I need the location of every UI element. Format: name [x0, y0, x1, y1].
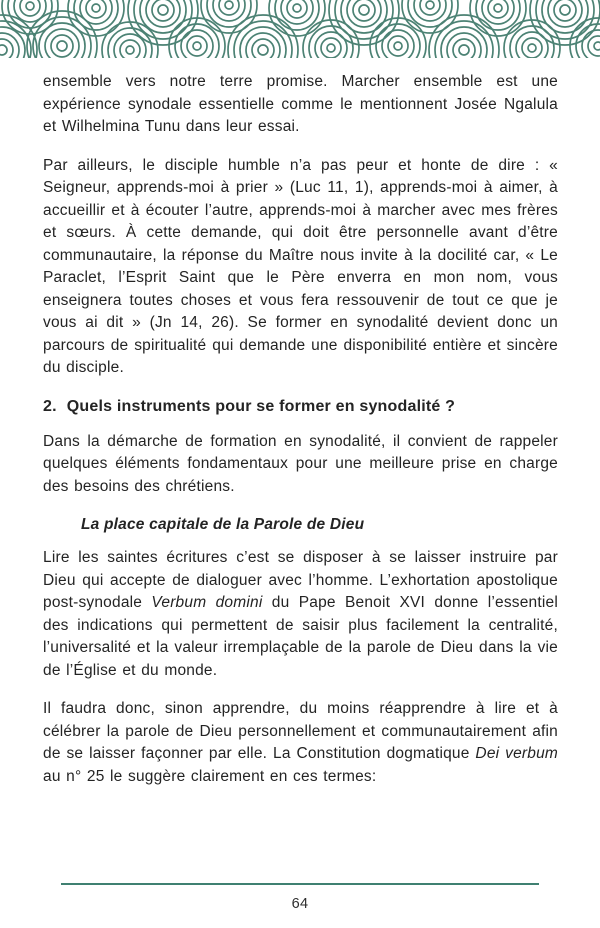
paragraph-3: Dans la démarche de formation en synodalité, il convient de rappeler quelques éléments fondamentaux pour une meilleure prise en charge des besoins des chrétiens.	[43, 432, 558, 495]
decorative-header	[0, 0, 600, 58]
section-number: 2.	[43, 397, 57, 415]
paragraph-4	[43, 547, 558, 682]
footer-rule	[61, 883, 539, 885]
paragraph-5	[43, 698, 558, 788]
subheading: La place capitale de la Parole de Dieu	[81, 516, 365, 533]
page-content	[0, 58, 600, 788]
paragraph-2: Par ailleurs, le disciple humble n’a pas peur et honte de dire : « Seigneur, apprends-moi à prier » (Luc 11, 1), apprends-moi à aimer, à accueillir et à écouter l’autre, apprends-moi à marcher avec mes frères et sœurs. À cette demande, qui doit être personnelle avant d’être communautaire, la réponse du Maître nous invite à la docilité car, « Le Paraclet, l’Esprit Saint que le Père enverra en mon nom, vous enseignera toutes choses et vous fera ressouvenir de tout ce que je vous ai dit » (Jn 14, 26). Se former en synodalité devient donc un parcours de spiritualité qui demande une disponibilité entière et sincère du disciple.	[43, 156, 558, 376]
text-segment: au n° 25 le suggère clairement en ces termes:	[43, 767, 377, 785]
italic-title-dei-verbum: Dei verbum	[475, 745, 559, 762]
page-footer	[0, 883, 600, 912]
page-number: 64	[291, 896, 309, 912]
section-heading	[43, 396, 558, 418]
paragraph-1: ensemble vers notre terre promise. Marcher ensemble est une expérience synodale essentielle comme le mentionnent Josée Ngalula et Wilhelmina Tunu dans leur essai.	[43, 73, 558, 135]
text-segment: du Pape Benoit XVI donne l’essentiel des indications qui permettent de saisir plus facilement la centralité, l’universalité et la valeur irremplaçable de la parole de Dieu dans la vie de l’Église et du monde.	[43, 594, 558, 679]
text-segment: Lire les saintes écritures c’est se disposer à se laisser instruire par Dieu qui accepte de dialoguer avec l’homme. L’exhortation apostolique post-synodale	[43, 549, 558, 611]
italic-title-verbum-domini: Verbum domini	[151, 594, 263, 611]
concentric-circles-pattern	[0, 0, 600, 58]
text-segment: Il faudra donc, sinon apprendre, du moins réapprendre à lire et à célébrer la parole de Dieu personnellement et communautairement afin de se laisser façonner par elle. La Constitution dogmatique	[43, 700, 558, 762]
section-title: Quels instruments pour se former en synodalité ?	[66, 397, 456, 415]
